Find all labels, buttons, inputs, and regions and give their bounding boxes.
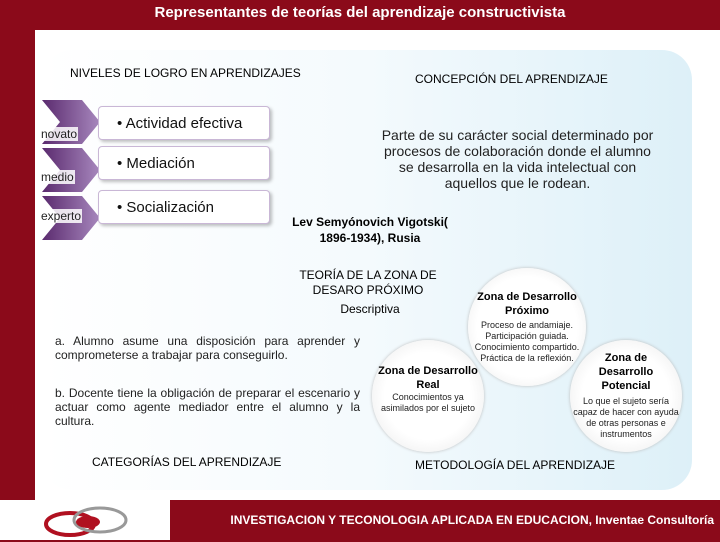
concepcion-header: CONCEPCIÓN DEL APRENDIZAJE xyxy=(415,72,608,86)
category-b: b. Docente tiene la obligación de preparar el escenario y actuar como agente mediador entre el alumno y la cultura. xyxy=(55,386,360,428)
zona-real-desc: Conocimientos ya asimilados por el sujeto xyxy=(380,392,476,413)
zona-real-title: Zona de Desarrollo Real xyxy=(378,365,478,391)
metodologia-header: METODOLOGÍA DEL APRENDIZAJE xyxy=(415,458,616,472)
niveles-header: NIVELES DE LOGRO EN APRENDIZAJES xyxy=(70,66,301,80)
level-label-novato: novato xyxy=(41,127,78,141)
zona-potencial-desc: Lo que el sujeto sería capaz de hacer con ayuda de otras personas e instrumentos xyxy=(573,396,679,439)
author-name: Lev Semyónovich Vigotski( 1896-1934), Rusia xyxy=(292,215,448,245)
brand-logo-icon xyxy=(30,502,150,542)
slide-title: Representantes de teorías del aprendizaje constructivista xyxy=(154,4,566,21)
theory-name: TEORÍA DE LA ZONA DE DESARO PRÓXIMO xyxy=(299,268,437,297)
footer-logo-area xyxy=(0,500,170,540)
level-label-experto: experto xyxy=(41,209,82,223)
level-item-socializacion: • Socialización xyxy=(98,190,270,224)
categorias-header: CATEGORÍAS DEL APRENDIZAJE xyxy=(92,455,282,469)
zona-proximo-desc: Proceso de andamiaje. Participación guiada. Conocimiento compartido. Práctica de la reflexión. xyxy=(474,320,580,363)
zona-potencial-title: Zona de Desarrollo Potencial xyxy=(598,352,654,392)
level-item-mediacion: • Mediación xyxy=(98,146,270,180)
theory-type: Descriptiva xyxy=(340,302,400,316)
footer-bar xyxy=(170,500,720,540)
footer-text: INVESTIGACION Y TECONOLOGIA APLICADA EN EDUCACION, Inventae Consultoría xyxy=(230,513,714,527)
zona-proximo-title: Zona de Desarrollo Próximo xyxy=(477,291,577,317)
category-a: a. Alumno asume una disposición para aprender y comprometerse a trabajar para conseguirlo. xyxy=(55,334,360,362)
level-label-medio: medio xyxy=(41,170,74,184)
concepcion-text: Parte de su carácter social determinado por procesos de colaboración donde el alumno se desarrolla en la vida intelectual con aquellos que le rodean. xyxy=(381,127,654,191)
level-item-actividad: • Actividad efectiva xyxy=(98,106,270,140)
